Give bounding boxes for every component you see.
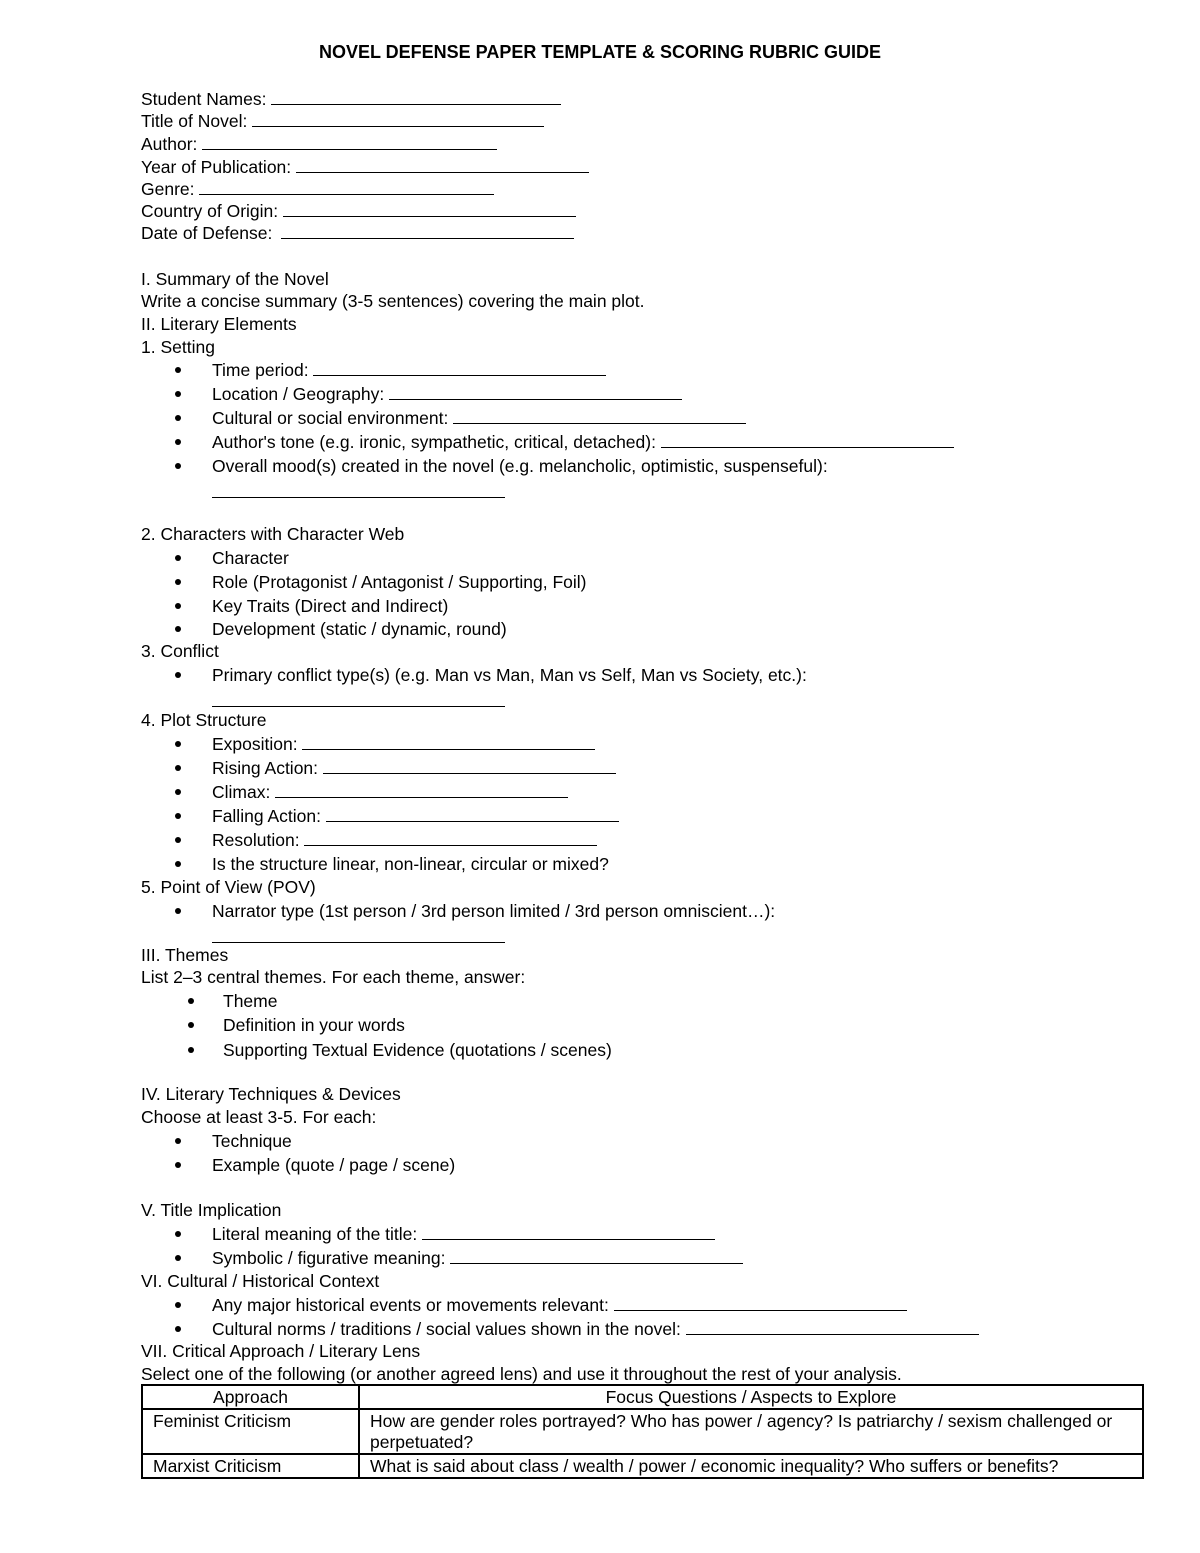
list-item: Is the structure linear, non-linear, circular or mixed? [212,854,609,874]
blank-line[interactable] [283,200,576,217]
section-instruction: List 2–3 central themes. For each theme, answer: [141,967,526,987]
subsection-heading: 2. Characters with Character Web [141,524,405,544]
subsection-heading: 3. Conflict [141,641,219,661]
blank-line[interactable] [199,178,494,195]
section-heading: IV. Literary Techniques & Devices [141,1084,401,1104]
field-student-names: Student Names: [141,88,561,110]
list-item: Any major historical events or movements relevant: [212,1294,907,1316]
section-heading: V. Title Implication [141,1200,282,1220]
blank-line[interactable] [296,156,589,173]
blank-line[interactable] [302,733,595,750]
list-item: Narrator type (1st person / 3rd person limited / 3rd person omniscient…): [212,901,776,921]
section-instruction: Select one of the following (or another agreed lens) and use it throughout the rest of your analysis. [141,1364,902,1384]
section-heading: II. Literary Elements [141,314,297,334]
blank-line[interactable] [202,133,497,150]
list-item: Cultural norms / traditions / social values shown in the novel: [212,1318,979,1340]
blank-line[interactable] [323,757,616,774]
blank-line[interactable] [422,1223,715,1240]
field-country-of-origin: Country of Origin: [141,200,576,222]
section-heading: VI. Cultural / Historical Context [141,1271,380,1291]
blank-line[interactable] [453,407,746,424]
blank-line[interactable] [686,1318,979,1335]
subsection-heading: 5. Point of View (POV) [141,877,316,897]
section-instruction: Choose at least 3-5. For each: [141,1107,377,1127]
blank-line[interactable] [661,431,954,448]
list-item: Symbolic / figurative meaning: [212,1247,743,1269]
blank-line[interactable] [389,383,682,400]
subsection-heading: 1. Setting [141,337,215,357]
table-header-row [142,1385,1143,1409]
field-author: Author: [141,133,497,155]
blank-line[interactable] [313,359,606,376]
list-item: Literal meaning of the title: [212,1223,715,1245]
blank-line[interactable] [326,805,619,822]
section-heading: I. Summary of the Novel [141,269,329,289]
table-cell: What is said about class / wealth / power / economic inequality? Who suffers or benefits? [359,1454,1143,1478]
document-title: NOVEL DEFENSE PAPER TEMPLATE & SCORING RUBRIC GUIDE [318,42,882,62]
blank-line[interactable] [281,222,574,239]
list-item: Falling Action: [212,805,619,827]
list-item: Supporting Textual Evidence (quotations / scenes) [223,1040,612,1060]
blank-line[interactable] [212,942,505,943]
list-item: Author's tone (e.g. ironic, sympathetic, critical, detached): [212,431,954,453]
list-item: Cultural or social environment: [212,407,746,429]
list-item: Technique [212,1131,292,1151]
blank-line[interactable] [304,829,597,846]
column-header-focus-questions: Focus Questions / Aspects to Explore [359,1385,1143,1409]
list-item: Climax: [212,781,568,803]
blank-line[interactable] [252,110,544,127]
list-item: Primary conflict type(s) (e.g. Man vs Man, Man vs Self, Man vs Society, etc.): [212,665,807,685]
blank-line[interactable] [212,706,505,707]
blank-line[interactable] [212,497,505,498]
list-item: Development (static / dynamic, round) [212,619,507,639]
blank-line[interactable] [271,88,561,105]
subsection-heading: 4. Plot Structure [141,710,267,730]
list-item: Time period: [212,359,606,381]
list-item: Definition in your words [223,1015,405,1035]
section-instruction: Write a concise summary (3-5 sentences) covering the main plot. [141,291,645,311]
list-item: Role (Protagonist / Antagonist / Supporting, Foil) [212,572,587,592]
list-item: Example (quote / page / scene) [212,1155,456,1175]
blank-line[interactable] [450,1247,743,1264]
section-heading: III. Themes [141,945,229,965]
field-year-of-publication: Year of Publication: [141,156,589,178]
table-row [142,1409,1143,1454]
blank-line[interactable] [614,1294,907,1311]
list-item: Exposition: [212,733,595,755]
column-header-approach: Approach [142,1385,359,1409]
list-item: Theme [223,991,278,1011]
table-cell: Marxist Criticism [142,1454,359,1478]
field-genre: Genre: [141,178,494,200]
section-heading: VII. Critical Approach / Literary Lens [141,1341,421,1361]
table-cell: Feminist Criticism [142,1409,359,1454]
table-cell: How are gender roles portrayed? Who has power / agency? Is patriarchy / sexism challenged or perpetuated? [359,1409,1143,1454]
list-item: Character [212,548,289,568]
field-title-of-novel: Title of Novel: [141,110,544,132]
list-item: Resolution: [212,829,597,851]
table-row [142,1454,1143,1478]
field-date-of-defense: Date of Defense: [141,222,574,244]
critical-lens-table [141,1384,1144,1479]
list-item: Location / Geography: [212,383,682,405]
list-item: Overall mood(s) created in the novel (e.g. melancholic, optimistic, suspenseful): [212,456,828,476]
list-item: Key Traits (Direct and Indirect) [212,596,449,616]
blank-line[interactable] [275,781,568,798]
list-item: Rising Action: [212,757,616,779]
